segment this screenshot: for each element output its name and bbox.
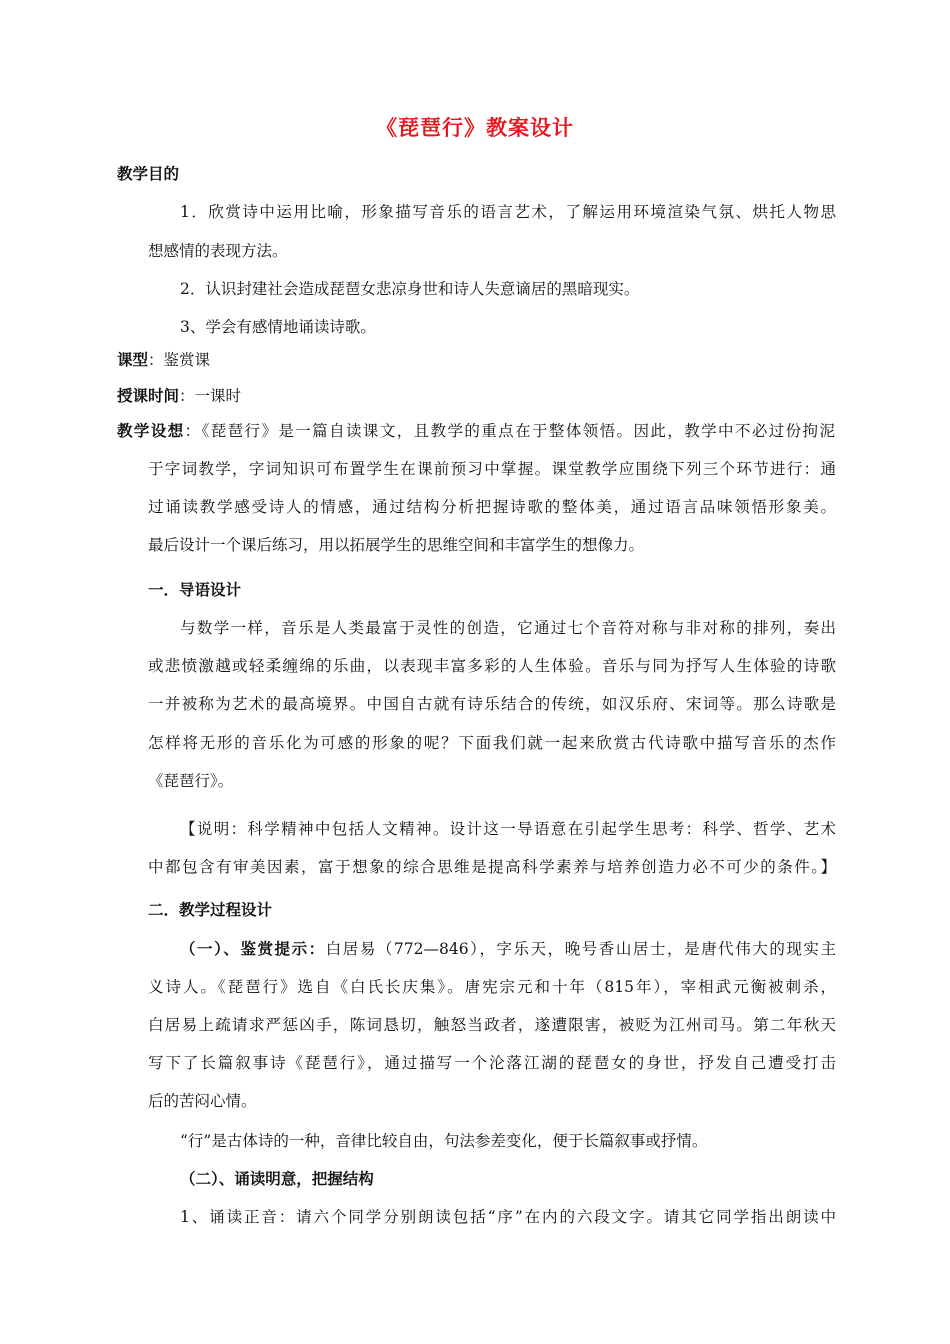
xing-note: “行”是古体诗的一种，音律比较自由，句法参差变化，便于长篇叙事或抒情。: [180, 1132, 708, 1150]
lesson-time: [117, 386, 241, 406]
part-1-label: （一）、鉴赏提示：: [180, 940, 326, 958]
section-1-note-line-1: 【说明：科学精神中包括人文精神。设计这一导语意在引起学生思考：科学、哲学、艺术: [180, 820, 836, 838]
part-1-text-1: 白居易（772—846），字乐天，晚号香山居士，是唐代伟大的现实主: [325, 940, 836, 958]
section-1-para-line-2: 或悲愤激越或轻柔缠绵的乐曲，以表现丰富多彩的人生体验。音乐与同为抒写人生体验的诗歌: [148, 657, 836, 675]
concept-text-1: 《琵琶行》是一篇自读课文，且教学的重点在于整体领悟。因此，教学中不必过份拘泥: [201, 422, 835, 440]
section-1-para-line-1: 与数学一样，音乐是人类最富于灵性的创造，它通过七个音符对称与非对称的排列，奏出: [180, 619, 836, 637]
objective-1-line-2: 想感情的表现方法。: [148, 242, 288, 260]
part-2-line-1: 1、诵读正音：请六个同学分别朗读包括“序”在内的六段文字。请其它同学指出朗读中: [180, 1208, 836, 1226]
part-2-heading: （二）、诵读明意，把握结构: [180, 1170, 374, 1188]
lesson-type-sep: ：: [148, 351, 164, 369]
section-1-note-line-2: 中都包含有审美因素，富于想象的综合思维是提高科学素养与培养创造力必不可少的条件。】: [148, 858, 836, 876]
objectives-heading: 教学目的: [117, 165, 180, 183]
section-1-para-line-5: 《琵琶行》。: [148, 772, 234, 790]
lesson-type-value: 鉴赏课: [163, 351, 211, 369]
part-1-line-3: 白居易上疏请求严惩凶手，陈词恳切，触怒当政者，遂遭限害，被贬为江州司马。第二年秋天: [148, 1016, 836, 1034]
objective-3: 3、学会有感情地诵读诗歌。: [180, 318, 376, 336]
concept-label: 教学设想: [117, 422, 185, 440]
document-title: 《琵琶行》教案设计: [376, 116, 574, 140]
section-2-heading: 二．教学过程设计: [148, 901, 273, 919]
part-1-line-1: [180, 939, 836, 959]
part-1-line-2: 义诗人。《琵琶行》选自《白氏长庆集》。唐宪宗元和十年（815年），宰相武元衡被刺杀，: [148, 978, 836, 996]
lesson-time-sep: ：: [179, 387, 195, 405]
lesson-time-label: 授课时间: [117, 387, 180, 405]
lesson-type-label: 课型: [117, 351, 149, 369]
concept-line-4: 最后设计一个课后练习，用以拓展学生的思维空间和丰富学生的想像力。: [148, 536, 645, 554]
concept-sep: ：: [184, 422, 202, 440]
section-1-para-line-4: 怎样将无形的音乐化为可感的形象的呢？下面我们就一起来欣赏古代诗歌中描写音乐的杰作: [148, 734, 836, 752]
concept-line-3: 过诵读教学感受诗人的情感，通过结构分析把握诗歌的整体美，通过语言品味领悟形象美。: [148, 498, 836, 516]
concept-line-2: 于字词教学，字词知识可布置学生在课前预习中掌握。课堂教学应围绕下列三个环节进行：通: [148, 460, 836, 478]
part-1-line-4: 写下了长篇叙事诗《琵琶行》，通过描写一个沦落江湖的琵琶女的身世，抒发自己遭受打击: [148, 1054, 836, 1072]
section-1-para-line-3: 一并被称为艺术的最高境界。中国自古就有诗乐结合的传统，如汉乐府、宋词等。那么诗歌是: [148, 695, 836, 713]
objective-1-line-1: 1．欣赏诗中运用比喻，形象描写音乐的语言艺术，了解运用环境渲染气氛、烘托人物思: [180, 203, 836, 221]
lesson-time-value: 一课时: [194, 387, 242, 405]
lesson-type: [117, 350, 210, 370]
objective-2: 2．认识封建社会造成琵琶女悲凉身世和诗人失意谪居的黑暗现实。: [180, 280, 640, 298]
part-1-line-5: 后的苦闷心情。: [148, 1092, 257, 1110]
concept-line-1: [117, 421, 835, 441]
section-1-heading: 一．导语设计: [148, 581, 242, 599]
